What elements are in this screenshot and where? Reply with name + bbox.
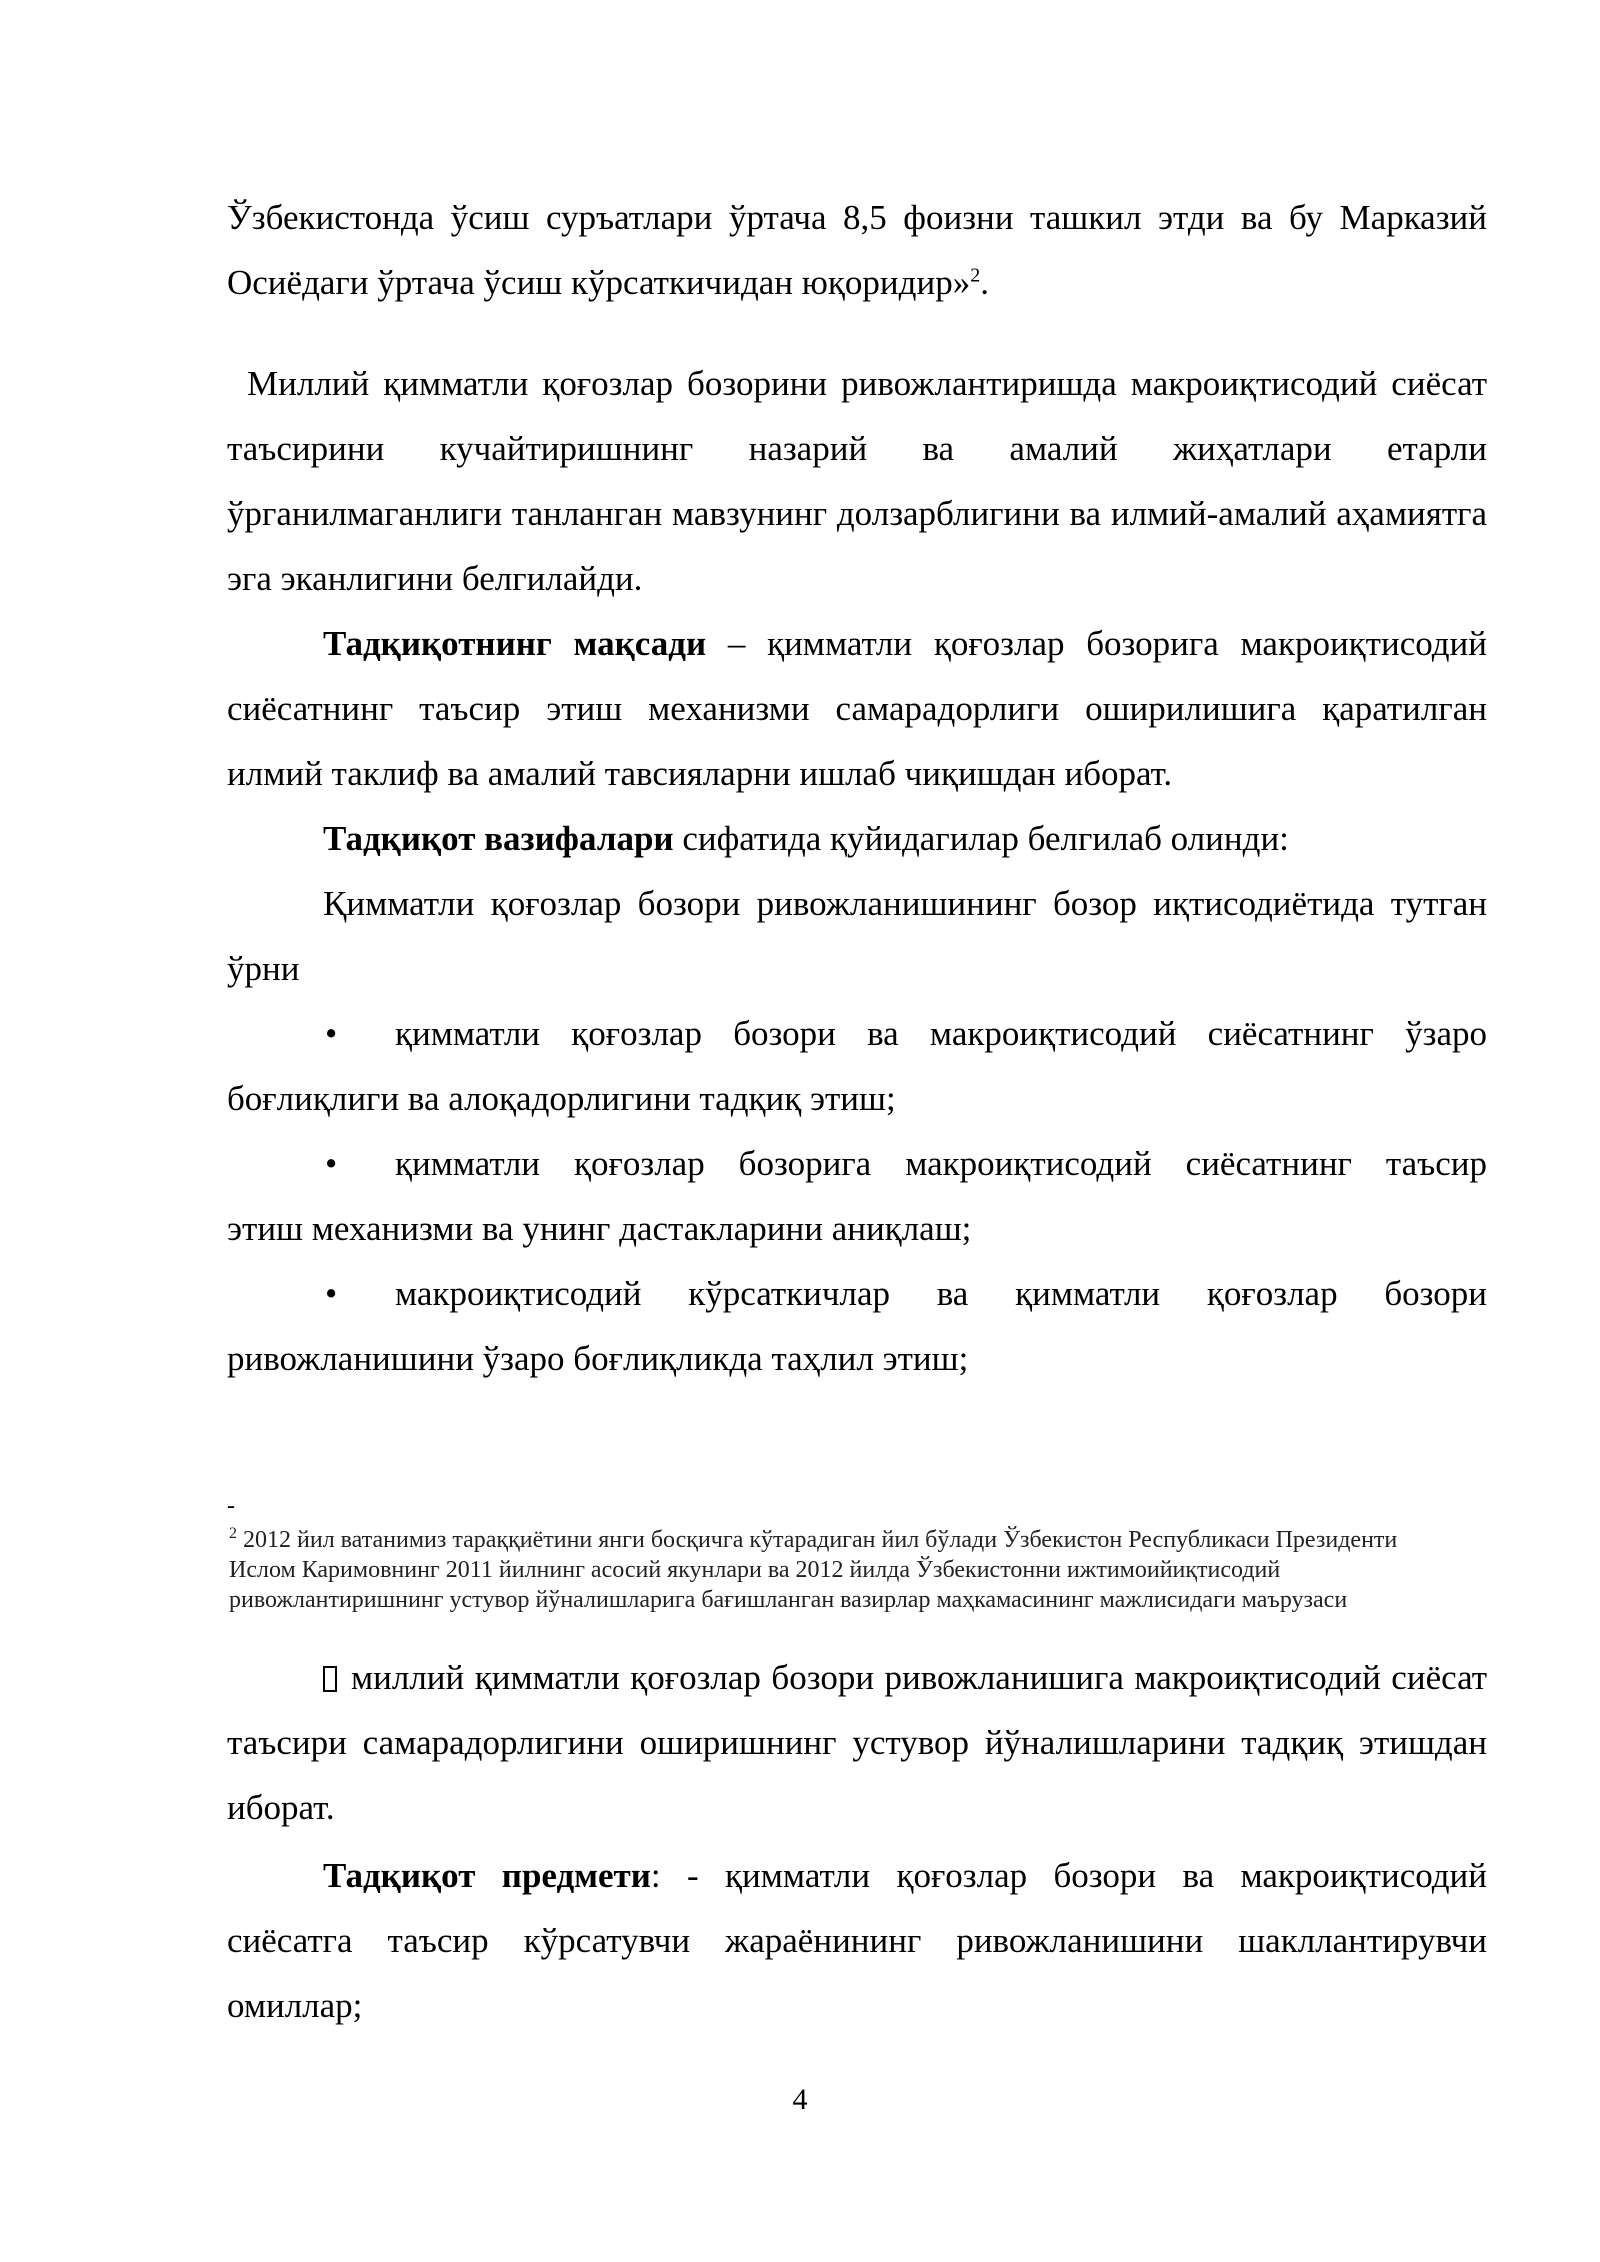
bullet-icon: • bbox=[325, 1144, 338, 1183]
list-item: • қимматли қоғозлар бозори ва макроиқтисодий сиёсатнинг ўзаро боғлиқлиги ва алоқадорлигини тадқиқ этиш; bbox=[227, 1001, 1487, 1131]
bullet-icon: • bbox=[325, 1274, 338, 1313]
paragraph-relevance: Миллий қимматли қоғозлар бозорини ривожлантиришда макроиқтисодий сиёсат таъсирини кучайтиришнинг назарий ва амалий жиҳатлари етарли ўрганилмаганлиги танланган мавзунинг долзарблигини ва илмий-амалий аҳамиятга эга эканлигини белгилайди. bbox=[227, 364, 1487, 598]
footnote-number: 2 bbox=[229, 1525, 237, 1542]
paragraph-research-subject: Тадқиқот предмети: - қимматли қоғозлар бозори ва макроиқтисодий сиёсатга таъсир кўрсатувчи жараёнининг ривожланишини шакллантирувчи омиллар; bbox=[227, 1856, 1487, 2025]
heading-research-tasks: Тадқиқот вазифалари bbox=[323, 819, 674, 858]
footnote-reference[interactable]: 2 bbox=[970, 264, 981, 287]
paragraph-growth-rate: Ўзбекистонда ўсиш суръатлари ўртача 8,5 фоизни ташкил этди ва бу Марказий Осиёдаги ўртача ўсиш кўрсаткичидан юқоридир»$^2$. bbox=[227, 198, 1487, 302]
missing-glyph-icon bbox=[323, 1666, 337, 1692]
list-item: • қимматли қоғозлар бозорига макроиқтисодий сиёсатнинг таъсир этиш механизми ва унинг дастакларини аниқлаш; bbox=[227, 1131, 1487, 1261]
footnote-separator: - bbox=[227, 1493, 235, 1519]
paragraph-market-role: Қимматли қоғозлар бозори ривожланишининг бозор иқтисодиётида тутган ўрни bbox=[227, 884, 1487, 988]
heading-research-goal: Тадқиқотнинг мақсади bbox=[323, 624, 707, 663]
page-number: 4 bbox=[792, 2083, 808, 2116]
paragraph-research-tasks: Тадқиқот вазифалари сифатида қуйидагилар белгилаб олинди: bbox=[323, 819, 1289, 858]
paragraph-text: Ўзбекистонда ўсиш суръатлари ўртача 8,5 фоизни ташкил этди ва бу Марказий Осиёдаги ўртача ўсиш кўрсаткичидан юқоридир» bbox=[227, 198, 1487, 302]
bullet-icon: • bbox=[325, 1014, 338, 1053]
footnote bbox=[229, 1525, 1469, 1615]
footnote-text: 2012 йил ватанимиз тараққиётини янги босқичга кўтарадиган йил бўлади Ўзбекистон Республикаси Президенти Ислом Каримовнинг 2011 йилнинг асосий якунлари ва 2012 йилда Ўзбекистонни ижтимоийиқтисодий ривожлантиришнинг устувор йўналишларига бағишланган вазирлар маҳкамасининг мажлисидаги маърузаси bbox=[229, 1527, 1398, 1613]
paragraph-research-direction: миллий қимматли қоғозлар бозори ривожланишига макроиқтисодий сиёсат таъсири самарадорлигини оширишнинг устувор йўналишларини тадқиқ этишдан иборат. bbox=[227, 1658, 1487, 1827]
heading-research-subject: Тадқиқот предмети bbox=[323, 1856, 651, 1895]
paragraph-research-goal: Тадқиқотнинг мақсади – қимматли қоғозлар бозорига макроиқтисодий сиёсатнинг таъсир этиш механизми самарадорлиги оширилишига қаратилган илмий таклиф ва амалий тавсияларни ишлаб чиқишдан иборат. bbox=[227, 624, 1487, 793]
list-item: • макроиқтисодий кўрсаткичлар ва қимматли қоғозлар бозори ривожланишини ўзаро боғлиқликда таҳлил этиш; bbox=[227, 1261, 1487, 1391]
